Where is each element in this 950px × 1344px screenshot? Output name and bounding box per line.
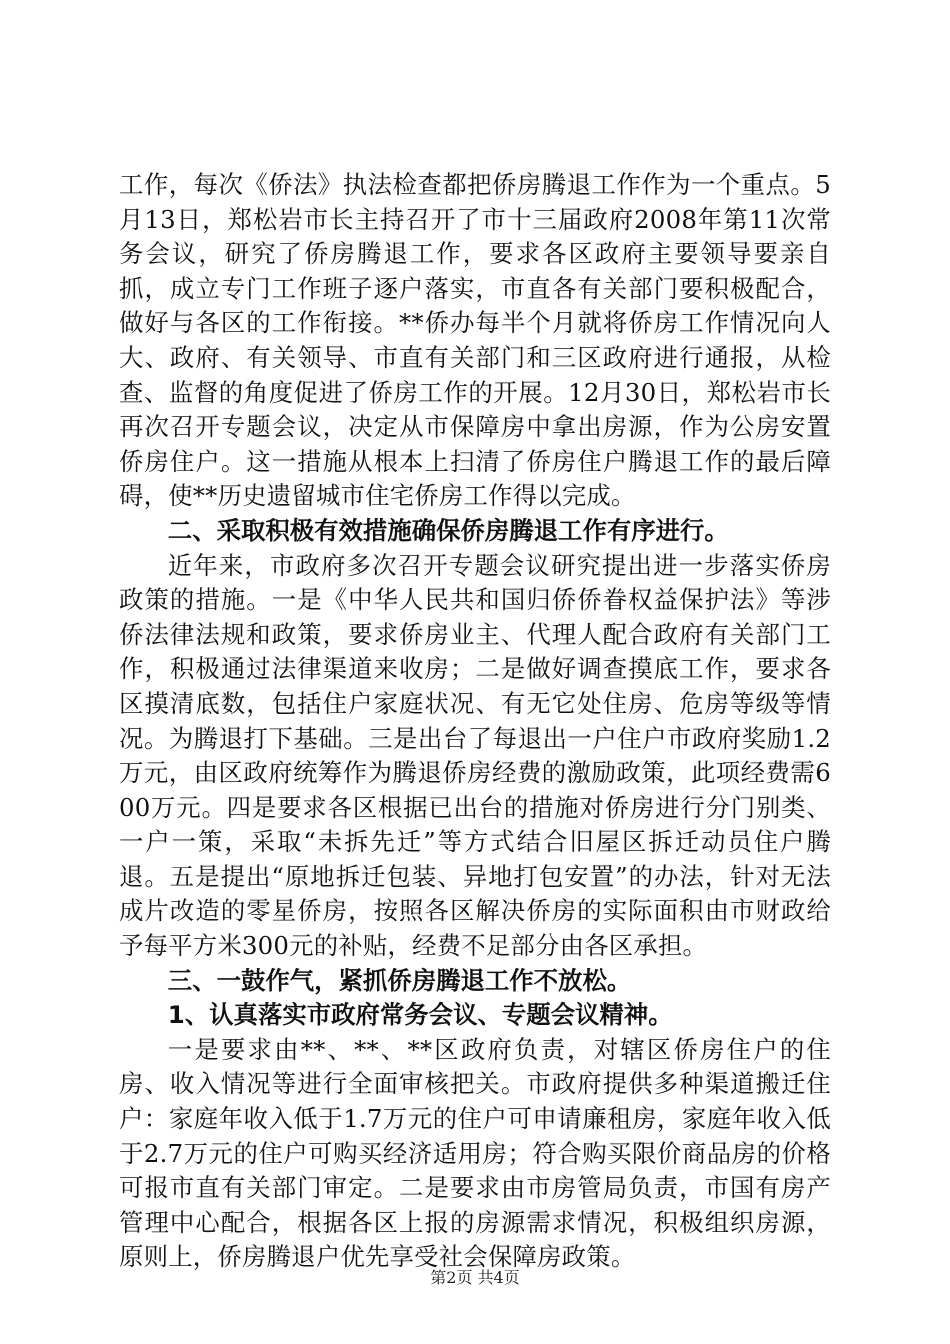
subsection-heading-3-1: 1、认真落实市政府常务会议、专题会议精神。	[167, 1000, 673, 1030]
paragraph-continuation: 工作，每次《侨法》执法检查都把侨房腾退工作作为一个重点。5月13日，郑松岩市长主持召开了市十三届政府2008年第11次常务会议，研究了侨房腾退工作，要求各区政府主要领导要亲自抓，成立专门工作班子逐户落实，市直各有关部门要积极配合，做好与各区的工作衔接。**侨办每半个月就将侨房工作情况向人大、政府、有关领导、市直有关部门和三区政府进行通报，从检查、监督的角度促进了侨房工作的开展。12月30日，郑松岩市长再次召开专题会议，决定从市保障房中拿出房源，作为公房安置侨房住户。这一措施从根本上扫清了侨房住户腾退工作的最后障碍，使**历史遗留城市住宅侨房工作得以完成。	[119, 170, 831, 511]
section-heading-2: 二、采取积极有效措施确保侨房腾退工作有序进行。	[167, 515, 729, 545]
section-heading-3: 三、一鼓作气，紧抓侨房腾退工作不放松。	[167, 965, 632, 995]
document-body	[119, 168, 831, 1275]
paragraph-implementation: 一是要求由**、**、**区政府负责，对辖区侨房住户的住房、收入情况等进行全面审核把关。市政府提供多种渠道搬迁住户：家庭年收入低于1.7万元的住户可申请廉租房，家庭年收入低于2.7万元的住户可购买经济适用房；符合购买限价商品房的价格可报市直有关部门审定。二是要求由市房管局负责，市国有房产管理中心配合，根据各区上报的房源需求情况，积极组织房源，原则上，侨房腾退户优先享受社会保障房政策。	[119, 1034, 831, 1272]
page-number-footer: 第2页 共4页	[430, 1268, 520, 1287]
paragraph-measures: 近年来，市政府多次召开专题会议研究提出进一步落实侨房政策的措施。一是《中华人民共和国归侨侨眷权益保护法》等涉侨法律法规和政策，要求侨房业主、代理人配合政府有关部门工作，积极通过法律渠道来收房；二是做好调查摸底工作，要求各区摸清底数，包括住户家庭状况、有无它处住房、危房等级等情况。为腾退打下基础。三是出台了每退出一户住户市政府奖励1.2万元，由区政府统筹作为腾退侨房经费的激励政策，此项经费需600万元。四是要求各区根据已出台的措施对侨房进行分门别类、一户一策，采取“未拆先迁”等方式结合旧屋区拆迁动员住户腾退。五是提出“原地拆迁包装、异地打包安置”的办法，针对无法成片改造的零星侨房，按照各区解决侨房的实际面积由市财政给予每平方米300元的补贴，经费不足部分由各区承担。	[119, 550, 831, 961]
